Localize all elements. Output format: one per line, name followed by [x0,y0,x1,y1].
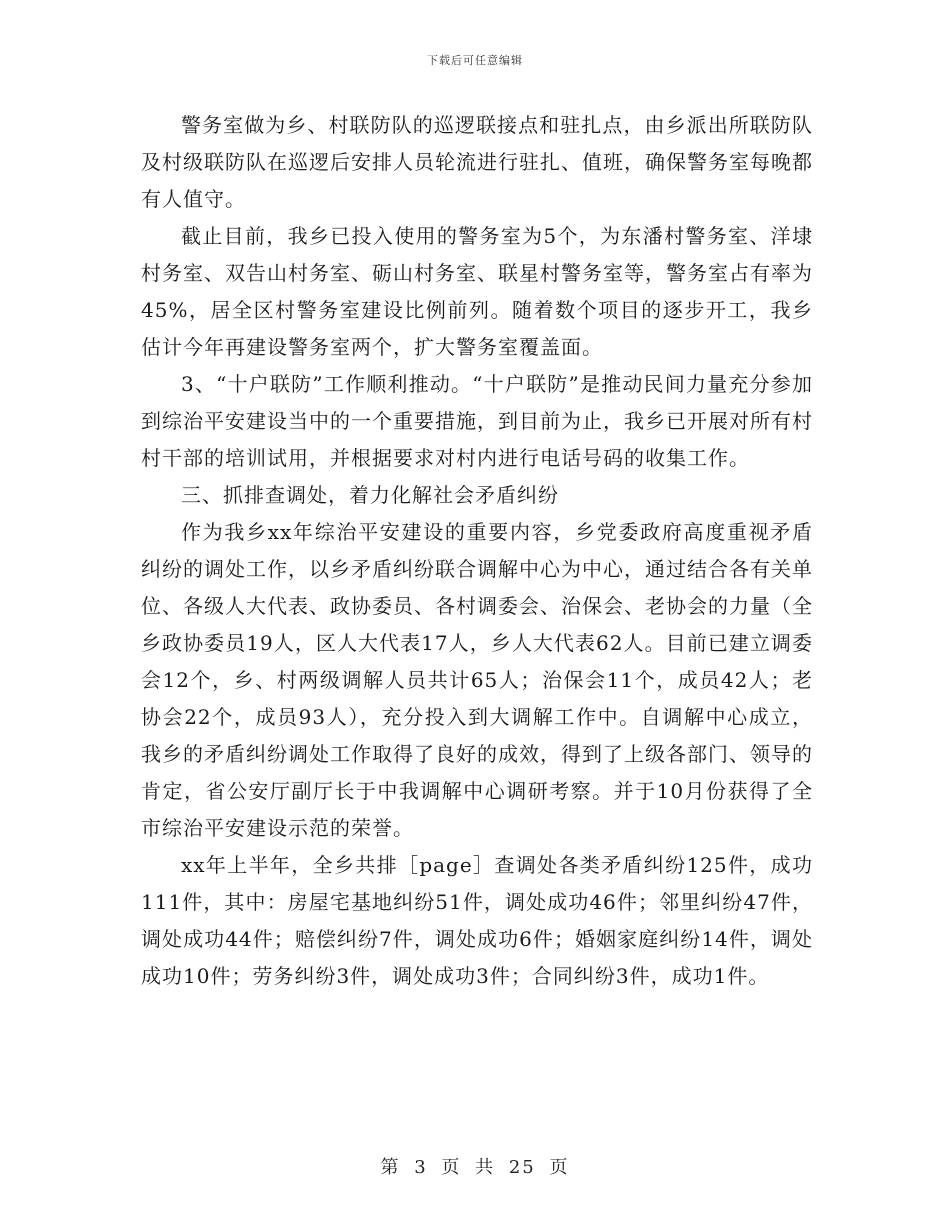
page-header-note: 下载后可任意编辑 [427,54,523,67]
paragraph-ten-household-defense: 3、“十户联防”工作顺利推动。“十户联防”是推动民间力量充分参加到综治平安建设当中的一个重要措施，到目前为止，我乡已开展对所有村村干部的培训试用，并根据要求对村内进行电话号码的收集工作。 [141,372,813,470]
page-number: 第 3 页 共 25 页 [380,1157,570,1178]
section-heading-dispute-resolution: 三、抓排查调处，着力化解社会矛盾纠纷 [181,483,559,507]
document-body [141,107,813,995]
paragraph-police-room-duty: 警务室做为乡、村联防队的巡逻联接点和驻扎点，由乡派出所联防队及村级联防队在巡逻后安排人员轮流进行驻扎、值班，确保警务室每晚都有人值守。 [141,113,813,211]
paragraph-dispute-statistics: xx年上半年，全乡共排［page］查调处各类矛盾纠纷125件，成功111件，其中：房屋宅基地纠纷51件，调处成功46件；邻里纠纷47件，调处成功44件；赔偿纠纷7件，调处成功6件；婚姻家庭纠纷14件，调处成功10件；劳务纠纷3件，调处成功3件；合同纠纷3件，成功1件。 [141,853,813,988]
paragraph-mediation-center: 作为我乡xx年综治平安建设的重要内容，乡党委政府高度重视矛盾纠纷的调处工作，以乡矛盾纠纷联合调解中心为中心，通过结合各有关单位、各级人大代表、政协委员、各村调委会、治保会、老协会的力量（全乡政协委员19人，区人大代表17人，乡人大代表62人。目前已建立调委会12个，乡、村两级调解人员共计65人；治保会11个，成员42人；老协会22个，成员93人），充分投入到大调解工作中。自调解中心成立，我乡的矛盾纠纷调处工作取得了良好的成效，得到了上级各部门、领导的肯定，省公安厅副厅长于中我调解中心调研考察。并于10月份获得了全市综治平安建设示范的荣誉。 [141,520,813,840]
paragraph-police-room-count: 截止目前，我乡已投入使用的警务室为5个，为东潘村警务室、洋埭村务室、双告山村务室、砺山村务室、联星村警务室等，警务室占有率为45%，居全区村警务室建设比例前列。随着数个项目的逐步开工，我乡估计今年再建设警务室两个，扩大警务室覆盖面。 [141,224,813,359]
